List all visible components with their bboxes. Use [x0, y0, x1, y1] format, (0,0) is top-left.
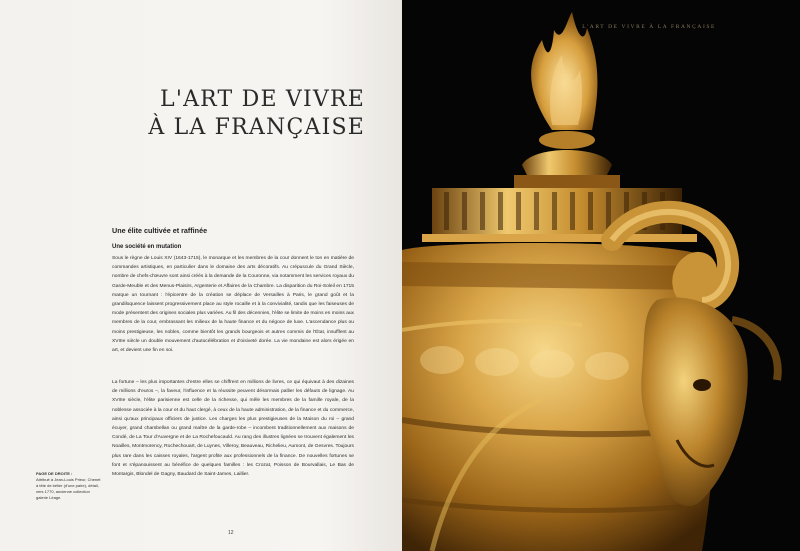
image-caption [36, 471, 102, 501]
caption-text: Attribué à Jean-Louis Prieur, Chenet à tête de bélier (d'une paire), détail, vers 1770, ancienne collection galerie Léage. [36, 477, 101, 500]
finial-base [514, 131, 620, 189]
section-heading: Une élite cultivée et raffinée [112, 226, 208, 235]
page-number: 12 [228, 530, 234, 536]
subheading: Une société en mutation [112, 244, 182, 250]
body-paragraph-1: Sous le règne de Louis XIV (1643-1715), le monarque et les membres de la cour donnent le ton en matière de commandes artistiques, en particulier dans le domaine des arts décoratifs. Au crépuscule du Grand Siècle, nombre de chefs-d'œuvre sont ainsi créés à la demande de la Couronne, via notamment les services royaux du Garde-Meuble et des Menus-Plaisirs, Argenterie et Affaires de la Chambre. La disparition du Roi-Soleil en 1715 marque un tournant : l'épicentre de la création se déplace de Versailles à Paris, le grand goût et la grandiloquence laissent progressivement place au style rocaille et à la convivialité, tandis que les faiseuses de mode présentent des origines sociales plus variées. Au fil des décennies, l'élite se limite de moins en moins aux membres de la cour, embrassant les milieux de la haute finance et du négoce de luxe. L'ascendance plus ou moins prestigieuse, les nobles, comme bientôt les grands bourgeois et autres commis de l'État, insufflent au XVIIIe siècle un double mouvement d'autocélébration et d'oisiveté dorée. La vie mondaine est alors érigée en art, et devient une fin en soi. [112, 256, 354, 354]
title-line-2: À LA FRANÇAISE [148, 115, 365, 140]
title-line-1: L'ART DE VIVRE [160, 87, 365, 112]
caption-heading: PAGE DE DROITE : [36, 471, 73, 476]
right-page [402, 0, 800, 551]
page-title [105, 86, 365, 142]
running-head: L'ART DE VIVRE À LA FRANÇAISE [582, 24, 716, 30]
ormolu-ram-chenet-photo [402, 0, 800, 551]
body-paragraph-2: La fortune – les plus importantes d'entre elles se chiffrent en millions de livres, ce qui équivaut à des dizaines de millions d'euros –, la faveur, l'influence et la réussite peuvent désormais pallier les défauts de lignage. Au XVIIIe siècle, l'élite parisienne est celle de la richesse, qui mêle les membres de la famille royale, de la noblesse associée à la cour et du haut clergé, à ceux de la haute administration, de la finance et du commerce, ainsi qu'aux principaux officiers de justice. Les charges les plus prestigieuses de la Maison du roi – grand écuyer, grand chambellan ou grand maître de la garde-robe – incombent traditionnellement aux maisons de Condé, de La Tour d'Auvergne et de La Rochefoucauld. Au rang des illustres lignées se trouvent également les Noailles, Montmorency, Rochechouart, de Luynes, Villeroy, Beauveau, Richelieu, Aumont, de Gesvres. Toujours plus rare dans les caisses royales, l'argent profite aux professionnels de la finance. De nouvelles fortunes se font et s'épanouissent au bénéfice de quelques familles : les Crozat, Poisson de Bourvallais, Le Bas de Montargis, Blondel de Gagny, Baudard de Saint-James, Laillier. [112, 380, 354, 478]
